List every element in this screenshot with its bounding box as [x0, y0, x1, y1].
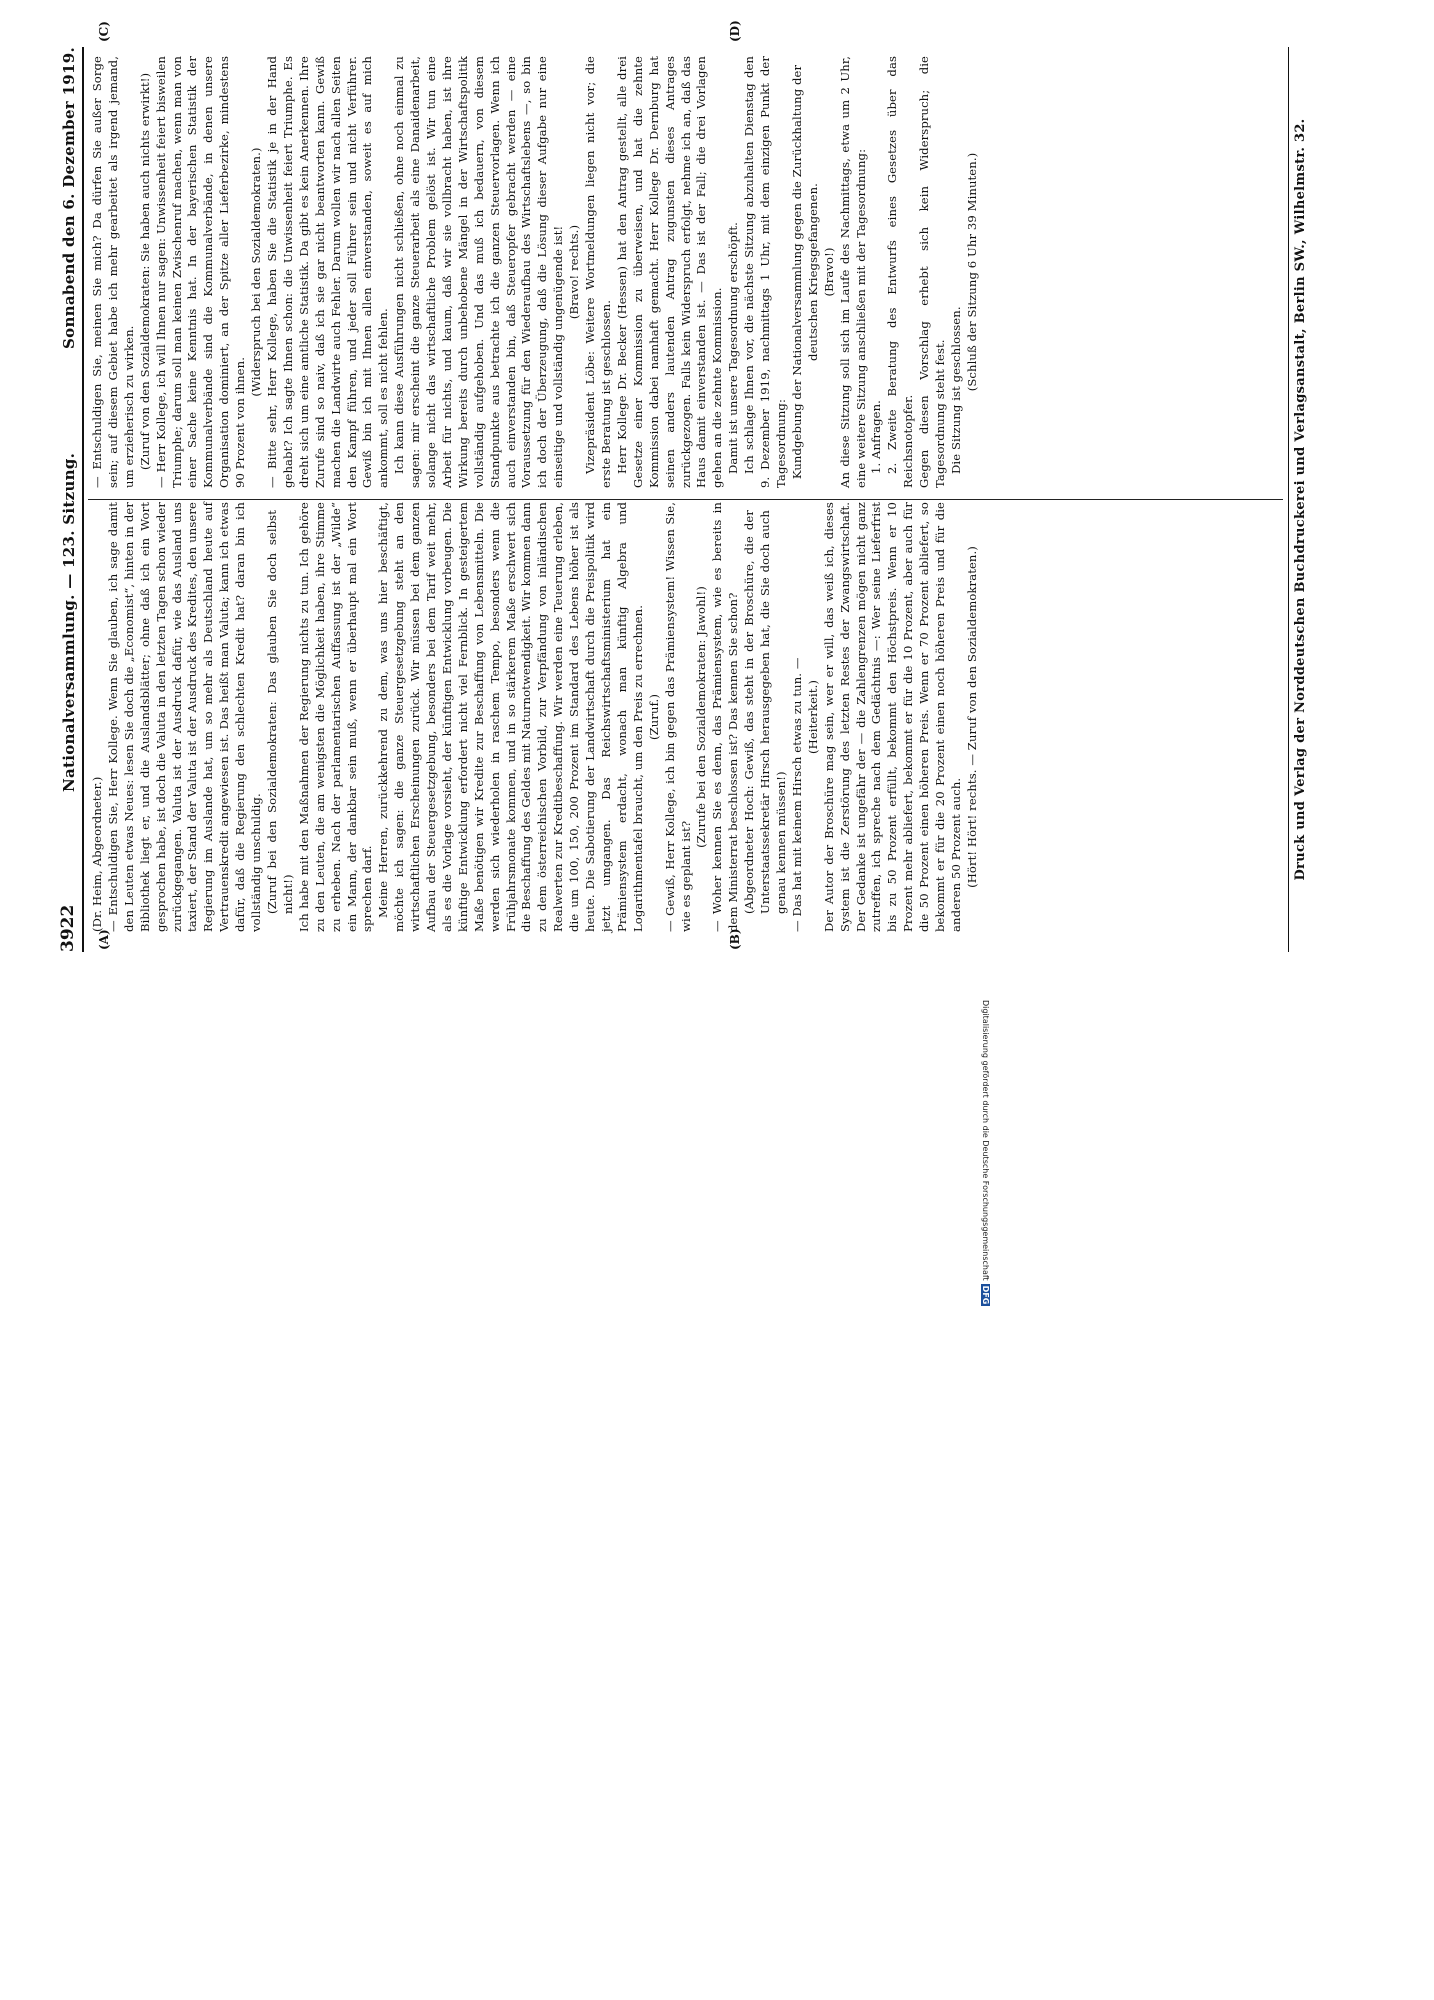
- interjection: (Hört! Hört! rechts. — Zuruf von den Sozialdemokraten.): [964, 546, 979, 888]
- paragraph: Ich kann diese Ausführungen nicht schließen, ohne noch einmal zu sagen: mir erscheint die ganze Steuerarbeit als eine Danaidenarbeit, solange nicht das wirtschaftliche Problem gelöst ist. Wir tun eine Arbeit für nichts, und kaum, daß wir sie vollbracht haben, ist ihre Wirkung bereits durch unbehobene Mängel in der Wirtschaftspolitik vollständig aufgehoben. Und das muß ich bedauern, von diesem Standpunkte aus betrachte ich die ganzen Steuervorlagen. Wenn ich auch einverstanden bin, daß Steueropfer gebracht werden — eine Voraussetzung für den Wiederaufbau des Wirtschaftslebens —, so bin ich doch der Überzeugung, daß die Lösung dieser Aufgabe nur eine einseitige und vollständig ungenügende ist!: [392, 56, 566, 488]
- paragraph: Meine Herren, zurückkehrend zu dem, was uns hier beschäftigt, möchte ich sagen: die ganze Steuergesetzgebung steht an den wirtschaftlichen Erscheinungen zurück. Wir müssen bei dem ganzen Aufbau der Steuergesetzgebung, besonders bei dem Tarif weit mehr, als es die Vorlage vorsieht, der künftigen Entwicklung vorbeugen. Die künftige Entwicklung erfordert nicht viel Fernblick. In gesteigertem Maße benötigen wir Kredite zur Beschaffung von Lebensmitteln. Die werden sich wiederholen in raschem Tempo, besonders wenn die Frühjahrsmonate kommen, und in so stärkerem Maße erschwert sich die Beschaffung des Geldes mit Naturnotwendigkeit. Wir kommen dann zu dem österreichischen Vorbild, zur Verpfändung von inländischen Realwerten zur Kreditbeschaffung. Wir werden eine Teuerung erleben, die um 100, 150, 200 Prozent im Standard des Lebens höher ist als heute. Die Sabotierung der Landwirtschaft durch die Preispolitik wird jetzt umgangen. Das Reichswirtschaftsministerium hat ein Prämiensystem erdacht, wonach man künftig Algebra und Logarithmentafel braucht, um den Preis zu errechnen.: [376, 502, 645, 932]
- interjection: (Zuruf bei den Sozialdemokraten: Das glauben Sie doch selbst nicht!): [264, 510, 295, 914]
- interjection: (Zuruf.): [646, 694, 661, 740]
- paragraph: Herr Kollege Dr. Becker (Hessen) hat den Antrag gestellt, alle drei Gesetze einer Kommission zu überweisen, und hat die zehnte Kommission dabei namhaft gemacht. Herr Kollege Dr. Dernburg hat seinen anders lautenden Antrag zugunsten dieses Antrages zurückgezogen. Falls kein Widerspruch erfolgt, nehme ich an, daß das Haus damit einverstanden ist. — Das ist der Fall; die drei Vorlagen gehen an die zehnte Kommission.: [614, 56, 725, 488]
- paragraph: An diese Sitzung soll sich im Laufe des Nachmittags, etwa um 2 Uhr, eine weitere Sitzung anschließen mit der Tagesordnung:: [837, 56, 868, 488]
- paragraph: — Das hat mit keinem Hirsch etwas zu tun. —: [789, 657, 804, 932]
- paragraph: — Entschuldigen Sie, meinen Sie mich? Da dürfen Sie außer Sorge sein; auf diesem Gebiet habe ich mehr gearbeitet als irgend jemand, um erzieherisch zu wirken.: [90, 56, 136, 488]
- paragraph: Der Autor der Broschüre mag sein, wer er will, das weiß ich, dieses System ist die Zerstörung des letzten Restes der Zwangswirtschaft. Der Gedanke ist ungefähr der — die Zahlengrenzen mögen nicht ganz zutreffen, ich spreche nach dem Gedächtnis —: Wer seine Lieferfrist bis zu 50 Prozent erfüllt, bekommt den Höchstpreis. Wenn er 10 Prozent mehr abliefert, bekommt er für die 10 Prozent, aber auch für die 50 Prozent einen höheren Preis. Wenn er 70 Prozent abliefert, so bekommt er für die 20 Prozent einen noch höheren Preis und für die anderen 50 Prozent auch.: [821, 502, 963, 932]
- left-column: [90, 502, 981, 932]
- margin-label-c: (C): [97, 21, 111, 42]
- interjection: (Bravo! rechts.): [567, 224, 582, 320]
- agenda-item: Kundgebung der Nationalversammlung gegen die Zurückhaltung der deutschen Kriegsgefangenen.: [789, 64, 820, 480]
- paragraph: — Herr Kollege, ich will Ihnen nur sagen: Unwissenheit feiert bisweilen Triumphe; darum soll man keinen Zwischenruf machen, wenn man von einer Sache keine Kenntnis hat. In der bayerischen Statistik der Kommunalverbände sind die Kommunalverbände, in denen unsere Organisation dominiert, an der Spitze aller Lieferbezirke, mindestens 90 Prozent von ihnen.: [153, 56, 248, 488]
- interjection: (Zurufe bei den Sozialdemokraten: Jawohl!): [694, 586, 709, 848]
- header-rule: [82, 47, 84, 952]
- margin-label-a: (A): [97, 929, 111, 950]
- paragraph: Ich habe mit den Maßnahmen der Regierung nichts zu tun. Ich gehöre zu den Leuten, die am wenigsten die Möglichkeit haben, ihre Stimme zu erheben. Nach der parlamentarischen Auffassung ist der „Wilde“ ein Mann, der dankbar sein muß, wenn er überhaupt mal ein Wort sprechen darf.: [296, 502, 375, 932]
- paragraph: Damit ist unsere Tagesordnung erschöpft.: [726, 222, 741, 474]
- right-column: [90, 56, 981, 488]
- column-divider: [88, 499, 1283, 500]
- digitization-credit: [976, 1000, 990, 2000]
- paragraph: Ich schlage Ihnen vor, die nächste Sitzung abzuhalten Dienstag den 9. Dezember 1919, nachmittags 1 Uhr, mit dem einzigen Punkt der Tagesordnung:: [742, 56, 788, 488]
- paragraph: Vizepräsident Löbe: Weitere Wortmeldungen liegen nicht vor; die erste Beratung ist geschlossen.: [583, 56, 613, 488]
- footer-rule: [1288, 47, 1289, 952]
- interjection: (Abgeordneter Hoch: Gewiß, das steht in der Broschüre, die der Unterstaatssekretär Hirsch herausgegeben hat, die Sie doch auch genau kennen müssen!): [742, 510, 788, 914]
- page-number: 3922: [58, 904, 78, 952]
- closing-note: (Schluß der Sitzung 6 Uhr 39 Minuten.): [964, 152, 979, 392]
- page-header: [52, 47, 82, 952]
- margin-label-d: (D): [728, 20, 742, 42]
- paragraph: Die Sitzung ist geschlossen.: [948, 306, 963, 474]
- session-title: Nationalversammlung. — 123. Sitzung.: [60, 452, 78, 792]
- session-date: Sonnabend den 6. Dezember 1919.: [60, 47, 78, 349]
- agenda-item: 2. Zweite Beratung des Entwurfs eines Gesetzes über das Reichsnotopfer.: [885, 56, 916, 488]
- paragraph: — Woher kennen Sie es denn, das Prämiensystem, wie es bereits in dem Ministerrat beschlossen ist? Das kennen Sie schon?: [710, 502, 741, 932]
- speaker-line: (Dr. Heim, Abgeordneter.): [90, 776, 104, 932]
- margin-label-b: (B): [728, 928, 742, 950]
- printer-imprint: Druck und Verlag der Norddeutschen Buchdruckerei und Verlagsanstalt, Berlin SW., Wilhelmstr. 32.: [1293, 118, 1308, 881]
- interjection: (Zuruf von den Sozialdemokraten: Sie haben auch nichts erwirkt!): [137, 72, 152, 470]
- agenda-item: 1. Anfragen.: [869, 400, 884, 474]
- paragraph: Gegen diesen Vorschlag erhebt sich kein Widerspruch; die Tagesordnung steht fest.: [917, 56, 948, 488]
- dfg-logo: DFG: [981, 1285, 990, 1305]
- interjection: (Heiterkeit.): [805, 679, 820, 755]
- interjection: (Widerspruch bei den Sozialdemokraten.): [249, 147, 264, 397]
- credit-text: Digitalisierung gefördert durch die Deutsche Forschungsgemeinschaft: [981, 1000, 990, 1281]
- paragraph: — Gewiß, Herr Kollege, ich bin gegen das Prämiensystem! Wissen Sie, wie es geplant ist?: [662, 502, 693, 932]
- paragraph: — Entschuldigen Sie, Herr Kollege. Wenn Sie glauben, ich sage damit den Leuten etwas Neues: lesen Sie doch die „Economist“, hinten in der Bibliothek liegt er, und die Auslandsblätter; ohne daß ich ein Wort gesprochen habe, ist doch die Valuta in den letzten Tagen schon wieder zurückgegangen. Valuta ist der Ausdruck dafür, wie das Ausland uns taxiert, der Stand der Valuta ist der Ausdruck des Kredites, den unsere Regierung im Auslande hat, um so mehr als Deutschland heute auf Vertrauenskredit angewiesen ist. Das heißt man Valuta; kann ich etwas dafür, daß die Regierung den schlechten Kredit hat? daran bin ich vollständig unschuldig.: [105, 502, 264, 932]
- paragraph: — Bitte sehr, Herr Kollege, haben Sie die Statistik je in der Hand gehabt? Ich sagte Ihnen schon: die Unwissenheit feiert Triumphe. Es dreht sich um eine amtliche Statistik. Da gibt es kein Anerkennen. Ihre Zurufe sind so naiv, daß ich sie gar nicht beantworten kann. Gewiß machen die Landwirte auch Fehler. Darum wollen wir nach allen Seiten den Kampf führen, und jeder soll Führer sein und nicht Verführer. Gewiß bin ich mit Ihnen allen einverstanden, soweit es auf mich ankommt, soll es nicht fehlen.: [264, 56, 391, 488]
- interjection: (Bravo!): [821, 247, 836, 297]
